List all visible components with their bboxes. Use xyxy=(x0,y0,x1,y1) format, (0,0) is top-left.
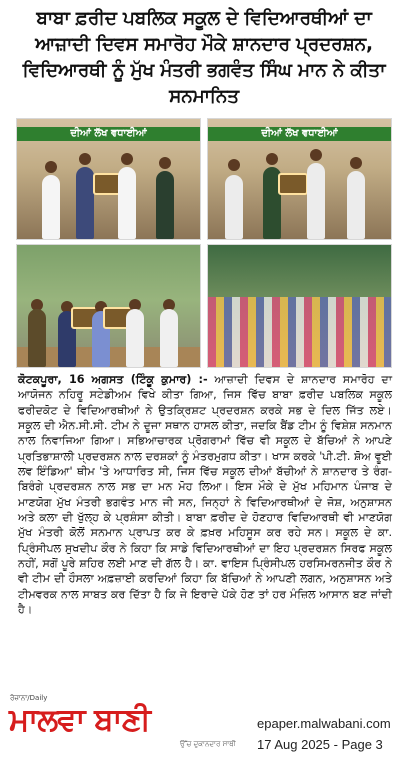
article-text: ਆਜ਼ਾਦੀ ਦਿਵਸ ਦੇ ਸ਼ਾਨਦਾਰ ਸਮਾਰੋਹ ਦਾ ਆਯੋਜਨ ਨਹਿਰੂ ਸਟੇਡੀਅਮ ਵਿਖੇ ਕੀਤਾ ਗਿਆ, ਜਿਸ ਵਿੱਚ ਬਾਬਾ ਫ਼ਰੀਦ ਪਬਲਿਕ ਸਕੂਲ ਫਰੀਦਕੋਟ ਦੇ ਵਿਦਿਆਰਥੀਆਂ ਨੇ ਉਤਕ੍ਰਿਸ਼ਟ ਪ੍ਰਦਰਸ਼ਨ ਕਰਕੇ ਸਭ ਦੇ ਦਿਲ ਜਿੱਤ ਲਏ। ਸਕੂਲ ਦੀ ਐਨ.ਸੀ.ਸੀ. ਟੀਮ ਨੇ ਦੂਜਾ ਸਥਾਨ ਹਾਸਲ ਕੀਤਾ, ਜਦਕਿ ਬੈਂਡ ਟੀਮ ਨੂੰ ਵਿਸ਼ੇਸ਼ ਸਨਮਾਨ ਨਾਲ ਨਿਵਾਜਿਆ ਗਿਆ। ਸਭਿਆਚਾਰਕ ਪ੍ਰੋਗਰਾਮਾਂ ਵਿੱਚ ਵੀ ਸਕੂਲ ਦੇ ਬੱਚਿਆਂ ਨੇ ਆਪਣੇ ਪ੍ਰਤਿਭਾਸ਼ਾਲੀ ਪ੍ਰਦਰਸ਼ਨ ਨਾਲ ਦਰਸ਼ਕਾਂ ਨੂੰ ਮੰਤਰਮੁਗਧ ਕੀਤਾ। ਖਾਸ ਕਰਕੇ 'ਪੀ.ਟੀ. ਸ਼ੋਅ ਵੂਈ ਲਵ ਇੰਡਿਆ' ਥੀਮ 'ਤੇ ਆਧਾਰਿਤ ਸੀ, ਜਿਸ ਵਿੱਚ ਸਕੂਲ ਦੀਆਂ ਬੱਚੀਆਂ ਨੇ ਸ਼ਾਨਦਾਰ ਤੇ ਰੰਗ-ਬਿਰੰਗੇ ਪ੍ਰਦਰਸ਼ਨ ਨਾਲ ਸਭ ਦਾ ਮਨ ਮੋਹ ਲਿਆ। ਇਸ ਮੌਕੇ ਦੇ ਮੁੱਖ ਮਹਿਮਾਨ ਪੰਜਾਬ ਦੇ ਮਾਣਯੋਗ ਮੁੱਖ ਮੰਤਰੀ ਭਗਵੰਤ ਮਾਨ ਜੀ ਸਨ, ਜਿਨ੍ਹਾਂ ਨੇ ਵਿਦਿਆਰਥੀਆਂ ਦੇ ਜੋਸ਼, ਅਨੁਸ਼ਾਸਨ ਅਤੇ ਕਲਾ ਦੀ ਖੁੱਲ੍ਹ ਕੇ ਪ੍ਰਸ਼ੰਸਾ ਕੀਤੀ। ਬਾਬਾ ਫ਼ਰੀਦ ਦੇ ਹੋਣਹਾਰ ਵਿਦਿਆਰਥੀ ਵੀ ਮਾਣਯੋਗ ਮੁੱਖ ਮੰਤਰੀ ਕੋਲੋਂ ਸਨਮਾਨ ਪ੍ਰਾਪਤ ਕਰ ਕੇ ਫ਼ਖ਼ਰ ਮਹਿਸੂਸ ਕਰ ਰਹੇ ਸਨ। ਸਕੂਲ ਦੇ ਕਾ. ਪ੍ਰਿੰਸੀਪਲ ਸੁਖਦੀਪ ਕੌਰ ਨੇ ਕਿਹਾ ਕਿ ਸਾਡੇ ਵਿਦਿਆਰਥੀਆਂ ਦਾ ਇਹ ਪ੍ਰਦਰਸ਼ਨ ਸਿਰਫ ਸਕੂਲ ਨਹੀਂ, ਸਗੋਂ ਪੂਰੇ ਸ਼ਹਿਰ ਲਈ ਮਾਣ ਦੀ ਗੱਲ ਹੈ। ਕਾ. ਵਾਇਸ ਪ੍ਰਿੰਸੀਪਲ ਹਰਸਿਮਰਨਜੀਤ ਕੌਰ ਨੇ ਵੀ ਟੀਮ ਦੀ ਹੌਸਲਾ ਅਫ਼ਜ਼ਾਈ ਕਰਦਿਆਂ ਕਿਹਾ ਕਿ ਬੱਚਿਆਂ ਨੇ ਆਪਣੀ ਲਗਨ, ਅਨੁਸ਼ਾਸਨ ਅਤੇ ਟੀਮਵਰਕ ਨਾਲ ਸਾਬਤ ਕਰ ਦਿੱਤਾ ਹੈ ਕਿ ਜੇ ਇਰਾਦੇ ਪੱਕੇ ਹੋਣ ਤਾਂ ਹਰ ਮੰਜ਼ਿਲ ਆਸਾਨ ਬਣ ਜਾਂਦੀ ਹੈ। xyxy=(18,373,392,617)
photo-cm-honoring-student xyxy=(16,118,201,240)
page-info: 17 Aug 2025 - Page 3 xyxy=(257,737,383,752)
article-body xyxy=(18,372,392,618)
logo-tagline: ਉੱਚ ਦੁਕਾਨਦਾਰ ਸਾਥੀ xyxy=(180,740,236,748)
article-dateline: ਕੋਟਕਪੂਰਾ, 16 ਅਗਸਤ (ਟਿੰਕੂ ਕੁਮਾਰ) :- xyxy=(18,373,208,386)
photo-banner: ਦੀਆਂ ਲੱਖ ਵਧਾਈਆਂ xyxy=(208,127,391,141)
newspaper-logo: ਮਾਲਵਾ ਬਾਣੀ xyxy=(9,702,151,738)
photo-cm-award xyxy=(207,118,392,240)
daily-label: ਰੋਜ਼ਾਨਾ/Daily xyxy=(10,694,48,702)
photo-grid xyxy=(16,118,390,366)
photo-students-with-trophies xyxy=(16,244,201,368)
photo-banner: ਦੀਆਂ ਲੱਖ ਵਧਾਈਆਂ xyxy=(17,127,200,141)
epaper-url[interactable]: epaper.malwabani.com xyxy=(257,716,391,731)
headline: ਬਾਬਾ ਫ਼ਰੀਦ ਪਬਲਿਕ ਸਕੂਲ ਦੇ ਵਿਦਿਆਰਥੀਆਂ ਦਾ ਆਜ਼ਾਦੀ ਦਿਵਸ ਸਮਾਰੋਹ ਮੌਕੇ ਸ਼ਾਨਦਾਰ ਪ੍ਰਦਰਸ਼ਨ, ਵਿਦਿਆਰਥੀ ਨੂੰ ਮੁੱਖ ਮੰਤਰੀ ਭਗਵੰਤ ਸਿੰਘ ਮਾਨ ਨੇ ਕੀਤਾ ਸਨਮਾਨਿਤ xyxy=(22,8,386,107)
footer xyxy=(10,694,394,760)
photo-pt-show xyxy=(207,244,392,368)
